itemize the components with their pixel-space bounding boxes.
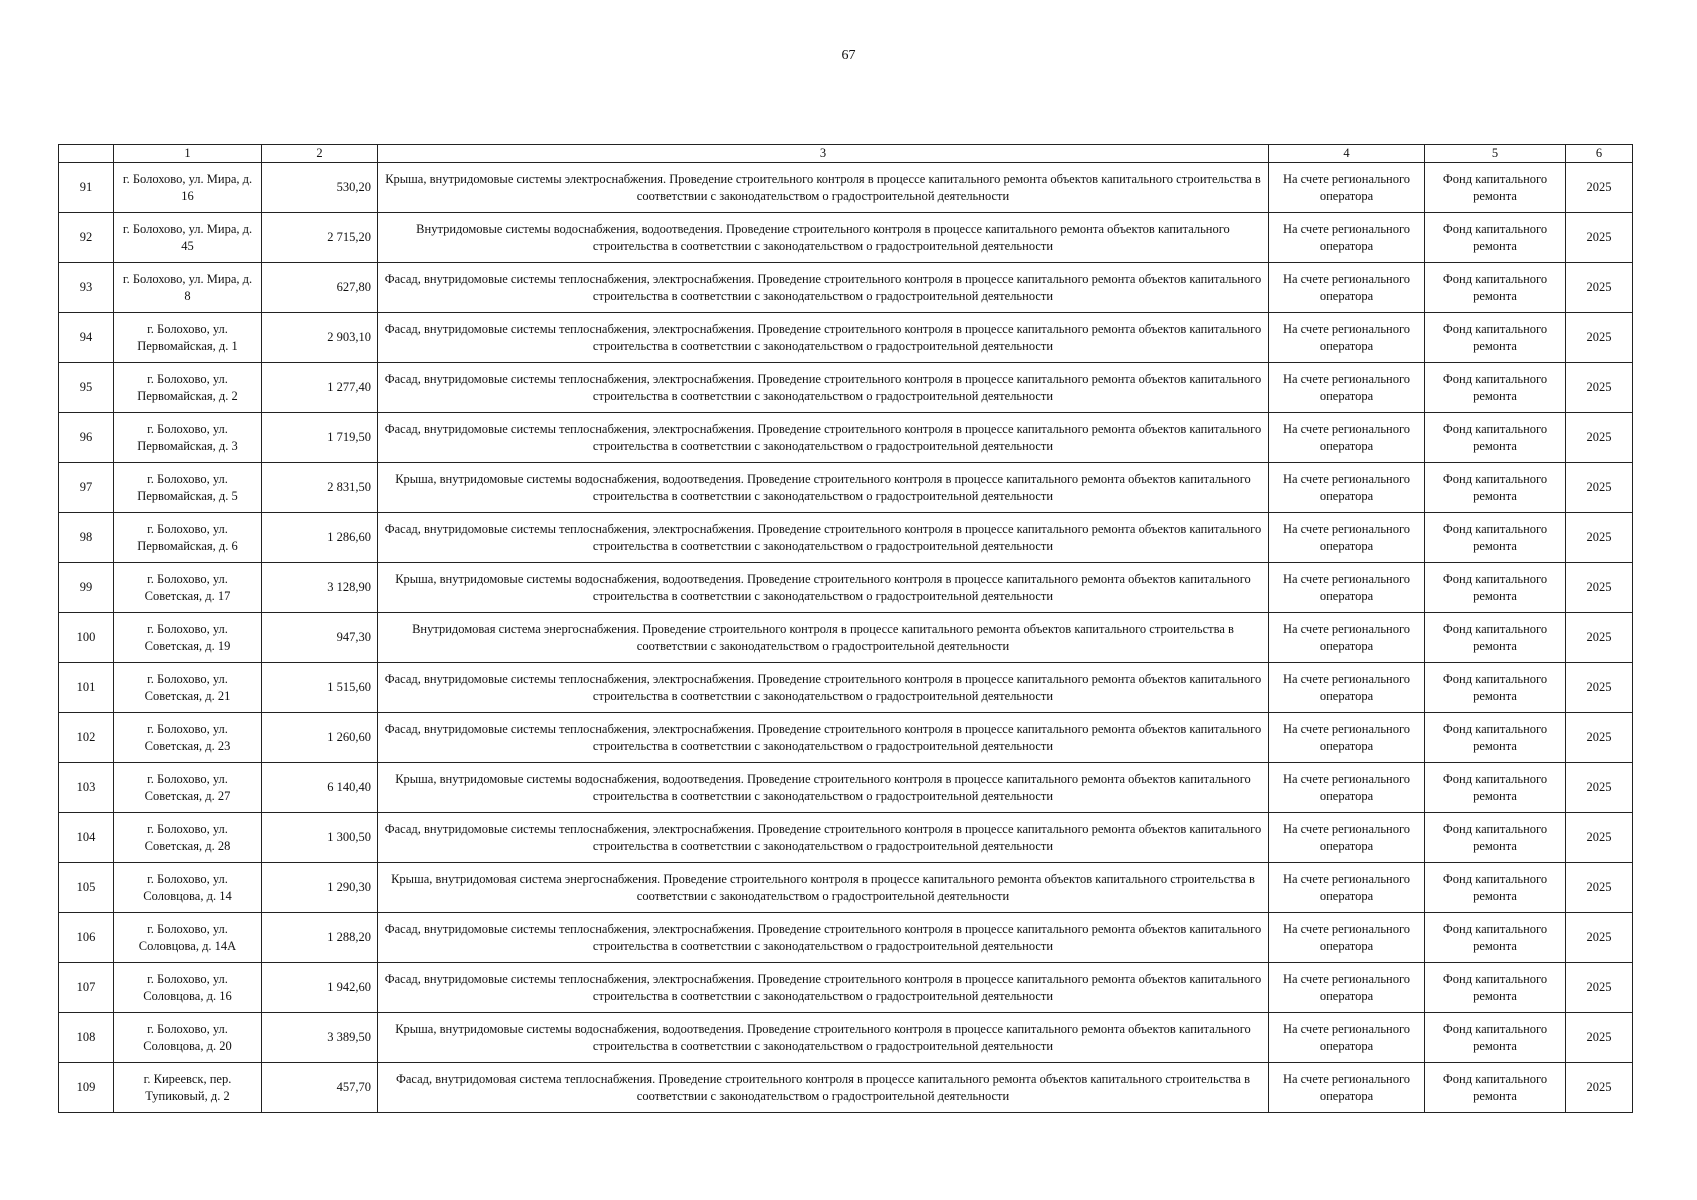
work-description-cell: Фасад, внутридомовые системы теплоснабжения, электроснабжения. Проведение строительного контроля в процессе капитального ремонта объектов капитального строительства в соответствии с законодательством о градостроительной деятельности — [378, 513, 1269, 563]
year-cell: 2025 — [1566, 913, 1633, 963]
table-row — [59, 863, 1633, 913]
year-cell: 2025 — [1566, 563, 1633, 613]
table-row — [59, 963, 1633, 1013]
table-row — [59, 913, 1633, 963]
funding-source-cell: Фонд капитального ремонта — [1425, 613, 1566, 663]
account-cell: На счете регионального оператора — [1269, 163, 1425, 213]
year-cell: 2025 — [1566, 413, 1633, 463]
area-cell: 1 290,30 — [262, 863, 378, 913]
work-description-cell: Фасад, внутридомовые системы теплоснабжения, электроснабжения. Проведение строительного контроля в процессе капитального ремонта объектов капитального строительства в соответствии с законодательством о градостроительной деятельности — [378, 663, 1269, 713]
row-number: 99 — [59, 563, 114, 613]
year-cell: 2025 — [1566, 513, 1633, 563]
year-cell: 2025 — [1566, 813, 1633, 863]
work-description-cell: Фасад, внутридомовая система теплоснабжения. Проведение строительного контроля в процессе капитального ремонта объектов капитального строительства в соответствии с законодательством о градостроительной деятельности — [378, 1063, 1269, 1113]
row-number: 108 — [59, 1013, 114, 1063]
work-description-cell: Крыша, внутридомовые системы водоснабжения, водоотведения. Проведение строительного контроля в процессе капитального ремонта объектов капитального строительства в соответствии с законодательством о градостроительной деятельности — [378, 1013, 1269, 1063]
column-header: 3 — [378, 145, 1269, 163]
work-description-cell: Внутридомовая система энергоснабжения. Проведение строительного контроля в процессе капитального ремонта объектов капитального строительства в соответствии с законодательством о градостроительной деятельности — [378, 613, 1269, 663]
account-cell: На счете регионального оператора — [1269, 213, 1425, 263]
table-row — [59, 663, 1633, 713]
column-header: 6 — [1566, 145, 1633, 163]
funding-source-cell: Фонд капитального ремонта — [1425, 1063, 1566, 1113]
row-number: 97 — [59, 463, 114, 513]
work-description-cell: Крыша, внутридомовые системы электроснабжения. Проведение строительного контроля в процессе капитального ремонта объектов капитального строительства в соответствии с законодательством о градостроительной деятельности — [378, 163, 1269, 213]
account-cell: На счете регионального оператора — [1269, 563, 1425, 613]
table-row — [59, 563, 1633, 613]
work-description-cell: Фасад, внутридомовые системы теплоснабжения, электроснабжения. Проведение строительного контроля в процессе капитального ремонта объектов капитального строительства в соответствии с законодательством о градостроительной деятельности — [378, 263, 1269, 313]
table-row — [59, 813, 1633, 863]
year-cell: 2025 — [1566, 263, 1633, 313]
address-cell: г. Болохово, ул. Мира, д. 45 — [114, 213, 262, 263]
address-cell: г. Болохово, ул. Советская, д. 19 — [114, 613, 262, 663]
work-description-cell: Крыша, внутридомовые системы водоснабжения, водоотведения. Проведение строительного контроля в процессе капитального ремонта объектов капитального строительства в соответствии с законодательством о градостроительной деятельности — [378, 463, 1269, 513]
year-cell: 2025 — [1566, 213, 1633, 263]
funding-source-cell: Фонд капитального ремонта — [1425, 663, 1566, 713]
work-description-cell: Фасад, внутридомовые системы теплоснабжения, электроснабжения. Проведение строительного контроля в процессе капитального ремонта объектов капитального строительства в соответствии с законодательством о градостроительной деятельности — [378, 713, 1269, 763]
row-number: 95 — [59, 363, 114, 413]
funding-source-cell: Фонд капитального ремонта — [1425, 213, 1566, 263]
area-cell: 1 286,60 — [262, 513, 378, 563]
row-number: 100 — [59, 613, 114, 663]
column-header: 2 — [262, 145, 378, 163]
work-description-cell: Фасад, внутридомовые системы теплоснабжения, электроснабжения. Проведение строительного контроля в процессе капитального ремонта объектов капитального строительства в соответствии с законодательством о градостроительной деятельности — [378, 363, 1269, 413]
address-cell: г. Болохово, ул. Соловцова, д. 14А — [114, 913, 262, 963]
address-cell: г. Болохово, ул. Первомайская, д. 2 — [114, 363, 262, 413]
address-cell: г. Болохово, ул. Соловцова, д. 16 — [114, 963, 262, 1013]
funding-source-cell: Фонд капитального ремонта — [1425, 263, 1566, 313]
work-description-cell: Крыша, внутридомовые системы водоснабжения, водоотведения. Проведение строительного контроля в процессе капитального ремонта объектов капитального строительства в соответствии с законодательством о градостроительной деятельности — [378, 763, 1269, 813]
table-row — [59, 1063, 1633, 1113]
work-description-cell: Фасад, внутридомовые системы теплоснабжения, электроснабжения. Проведение строительного контроля в процессе капитального ремонта объектов капитального строительства в соответствии с законодательством о градостроительной деятельности — [378, 813, 1269, 863]
account-cell: На счете регионального оператора — [1269, 863, 1425, 913]
account-cell: На счете регионального оператора — [1269, 513, 1425, 563]
funding-source-cell: Фонд капитального ремонта — [1425, 1013, 1566, 1063]
account-cell: На счете регионального оператора — [1269, 363, 1425, 413]
row-number: 101 — [59, 663, 114, 713]
account-cell: На счете регионального оператора — [1269, 763, 1425, 813]
account-cell: На счете регионального оператора — [1269, 663, 1425, 713]
address-cell: г. Болохово, ул. Мира, д. 16 — [114, 163, 262, 213]
column-header — [59, 145, 114, 163]
year-cell: 2025 — [1566, 613, 1633, 663]
funding-source-cell: Фонд капитального ремонта — [1425, 963, 1566, 1013]
year-cell: 2025 — [1566, 313, 1633, 363]
table-row — [59, 513, 1633, 563]
table-row — [59, 363, 1633, 413]
address-cell: г. Болохово, ул. Советская, д. 17 — [114, 563, 262, 613]
table-row — [59, 713, 1633, 763]
table-row — [59, 163, 1633, 213]
year-cell: 2025 — [1566, 713, 1633, 763]
year-cell: 2025 — [1566, 663, 1633, 713]
area-cell: 947,30 — [262, 613, 378, 663]
area-cell: 2 715,20 — [262, 213, 378, 263]
funding-source-cell: Фонд капитального ремонта — [1425, 913, 1566, 963]
row-number: 94 — [59, 313, 114, 363]
account-cell: На счете регионального оператора — [1269, 463, 1425, 513]
address-cell: г. Болохово, ул. Советская, д. 21 — [114, 663, 262, 713]
work-description-cell: Фасад, внутридомовые системы теплоснабжения, электроснабжения. Проведение строительного контроля в процессе капитального ремонта объектов капитального строительства в соответствии с законодательством о градостроительной деятельности — [378, 413, 1269, 463]
header-row — [59, 145, 1633, 163]
address-cell: г. Киреевск, пер. Тупиковый, д. 2 — [114, 1063, 262, 1113]
work-description-cell: Крыша, внутридомовые системы водоснабжения, водоотведения. Проведение строительного контроля в процессе капитального ремонта объектов капитального строительства в соответствии с законодательством о градостроительной деятельности — [378, 563, 1269, 613]
work-description-cell: Фасад, внутридомовые системы теплоснабжения, электроснабжения. Проведение строительного контроля в процессе капитального ремонта объектов капитального строительства в соответствии с законодательством о градостроительной деятельности — [378, 313, 1269, 363]
row-number: 92 — [59, 213, 114, 263]
year-cell: 2025 — [1566, 863, 1633, 913]
account-cell: На счете регионального оператора — [1269, 963, 1425, 1013]
area-cell: 1 942,60 — [262, 963, 378, 1013]
address-cell: г. Болохово, ул. Первомайская, д. 1 — [114, 313, 262, 363]
page-number: 67 — [841, 48, 856, 63]
work-description-cell: Фасад, внутридомовые системы теплоснабжения, электроснабжения. Проведение строительного контроля в процессе капитального ремонта объектов капитального строительства в соответствии с законодательством о градостроительной деятельности — [378, 963, 1269, 1013]
account-cell: На счете регионального оператора — [1269, 613, 1425, 663]
table-row — [59, 463, 1633, 513]
row-number: 96 — [59, 413, 114, 463]
area-cell: 6 140,40 — [262, 763, 378, 813]
account-cell: На счете регионального оператора — [1269, 713, 1425, 763]
address-cell: г. Болохово, ул. Первомайская, д. 3 — [114, 413, 262, 463]
row-number: 98 — [59, 513, 114, 563]
row-number: 103 — [59, 763, 114, 813]
account-cell: На счете регионального оператора — [1269, 1013, 1425, 1063]
area-cell: 2 831,50 — [262, 463, 378, 513]
row-number: 93 — [59, 263, 114, 313]
column-header: 1 — [114, 145, 262, 163]
year-cell: 2025 — [1566, 363, 1633, 413]
capital-repair-table — [58, 144, 1633, 1113]
funding-source-cell: Фонд капитального ремонта — [1425, 313, 1566, 363]
funding-source-cell: Фонд капитального ремонта — [1425, 563, 1566, 613]
row-number: 107 — [59, 963, 114, 1013]
area-cell: 530,20 — [262, 163, 378, 213]
account-cell: На счете регионального оператора — [1269, 813, 1425, 863]
funding-source-cell: Фонд капитального ремонта — [1425, 463, 1566, 513]
address-cell: г. Болохово, ул. Мира, д. 8 — [114, 263, 262, 313]
funding-source-cell: Фонд капитального ремонта — [1425, 363, 1566, 413]
area-cell: 1 719,50 — [262, 413, 378, 463]
row-number: 105 — [59, 863, 114, 913]
funding-source-cell: Фонд капитального ремонта — [1425, 513, 1566, 563]
table-row — [59, 1013, 1633, 1063]
funding-source-cell: Фонд капитального ремонта — [1425, 713, 1566, 763]
year-cell: 2025 — [1566, 463, 1633, 513]
table-row — [59, 763, 1633, 813]
year-cell: 2025 — [1566, 1013, 1633, 1063]
area-cell: 1 288,20 — [262, 913, 378, 963]
row-number: 106 — [59, 913, 114, 963]
row-number: 109 — [59, 1063, 114, 1113]
table-row — [59, 213, 1633, 263]
area-cell: 1 260,60 — [262, 713, 378, 763]
area-cell: 1 277,40 — [262, 363, 378, 413]
table-row — [59, 613, 1633, 663]
area-cell: 1 300,50 — [262, 813, 378, 863]
address-cell: г. Болохово, ул. Советская, д. 27 — [114, 763, 262, 813]
area-cell: 627,80 — [262, 263, 378, 313]
table-row — [59, 263, 1633, 313]
funding-source-cell: Фонд капитального ремонта — [1425, 163, 1566, 213]
address-cell: г. Болохово, ул. Соловцова, д. 20 — [114, 1013, 262, 1063]
funding-source-cell: Фонд капитального ремонта — [1425, 813, 1566, 863]
row-number: 104 — [59, 813, 114, 863]
work-description-cell: Крыша, внутридомовая система энергоснабжения. Проведение строительного контроля в процессе капитального ремонта объектов капитального строительства в соответствии с законодательством о градостроительной деятельности — [378, 863, 1269, 913]
table-row — [59, 313, 1633, 363]
table-row — [59, 413, 1633, 463]
account-cell: На счете регионального оператора — [1269, 313, 1425, 363]
funding-source-cell: Фонд капитального ремонта — [1425, 763, 1566, 813]
work-description-cell: Внутридомовые системы водоснабжения, водоотведения. Проведение строительного контроля в процессе капитального ремонта объектов капитального строительства в соответствии с законодательством о градостроительной деятельности — [378, 213, 1269, 263]
account-cell: На счете регионального оператора — [1269, 263, 1425, 313]
year-cell: 2025 — [1566, 163, 1633, 213]
address-cell: г. Болохово, ул. Соловцова, д. 14 — [114, 863, 262, 913]
account-cell: На счете регионального оператора — [1269, 913, 1425, 963]
year-cell: 2025 — [1566, 1063, 1633, 1113]
area-cell: 1 515,60 — [262, 663, 378, 713]
column-header: 4 — [1269, 145, 1425, 163]
funding-source-cell: Фонд капитального ремонта — [1425, 413, 1566, 463]
address-cell: г. Болохово, ул. Первомайская, д. 5 — [114, 463, 262, 513]
area-cell: 3 128,90 — [262, 563, 378, 613]
area-cell: 457,70 — [262, 1063, 378, 1113]
account-cell: На счете регионального оператора — [1269, 413, 1425, 463]
area-cell: 3 389,50 — [262, 1013, 378, 1063]
account-cell: На счете регионального оператора — [1269, 1063, 1425, 1113]
work-description-cell: Фасад, внутридомовые системы теплоснабжения, электроснабжения. Проведение строительного контроля в процессе капитального ремонта объектов капитального строительства в соответствии с законодательством о градостроительной деятельности — [378, 913, 1269, 963]
address-cell: г. Болохово, ул. Первомайская, д. 6 — [114, 513, 262, 563]
year-cell: 2025 — [1566, 963, 1633, 1013]
row-number: 102 — [59, 713, 114, 763]
year-cell: 2025 — [1566, 763, 1633, 813]
table-body — [59, 163, 1633, 1113]
address-cell: г. Болохово, ул. Советская, д. 23 — [114, 713, 262, 763]
area-cell: 2 903,10 — [262, 313, 378, 363]
funding-source-cell: Фонд капитального ремонта — [1425, 863, 1566, 913]
column-header: 5 — [1425, 145, 1566, 163]
row-number: 91 — [59, 163, 114, 213]
address-cell: г. Болохово, ул. Советская, д. 28 — [114, 813, 262, 863]
